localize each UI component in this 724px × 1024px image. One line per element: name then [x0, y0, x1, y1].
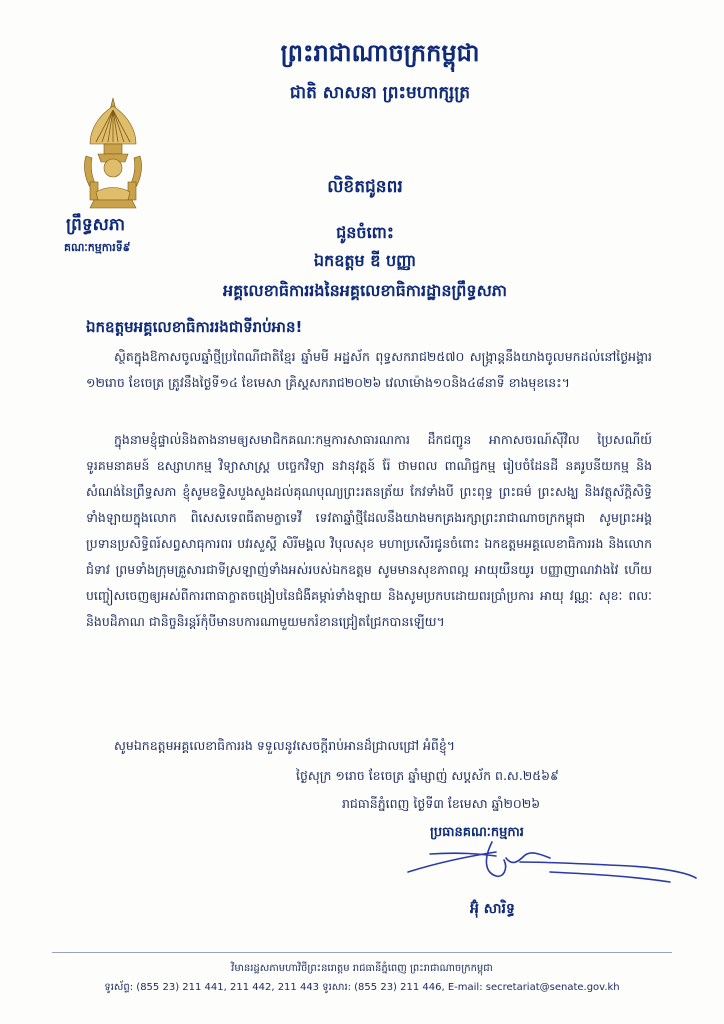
signer-role: ប្រធានគណៈកម្មការ	[430, 825, 524, 840]
paragraph-2-text: ក្នុងនាមខ្ញុំផ្ទាល់និងតាងនាមឲ្យសមាជិកគណៈកម្មការសាធារណការ ដឹកជញ្ជូន អាកាសចរណ៍ស៊ីវិល ប្រៃសណីយ៍ ទូរគមនាគមន៍ ឧស្សាហកម្ម វិទ្យាសាស្ត្រ បច្ចេកវិទ្យា នវានុវត្តន៍ រ៉ែ ថាមពល ពាណិជ្ជកម្ម រៀបចំដែនដី នគរូបនីយកម្ម និងសំណង់នៃព្រឹទ្ធសភា ខ្ញុំសូមឧទ្ទិសបួងសួងដល់គុណបុណ្យព្រះរតនត្រ័យ កែវទាំងបី ព្រះពុទ្ធ ព្រះធម៌ ព្រះសង្ឃ និងវត្ថុស័ក្តិសិទ្ធិទាំងឡាយក្នុងលោក ពិសេសទេពធីតាមក្ខាទេវី ទេវតាឆ្នាំថ្មីដែលនឹងយាងមកគ្រងរក្សាព្រះរាជាណាចក្រកម្ពុជា សូមព្រះអង្គប្រទានប្រសិទ្ធិពរ៍សព្វសាធុការពរ បវរសួស្តី សិរីមង្គល វិបុលសុខ មហាប្រសើរជូនចំពោះ ឯកឧត្តមអគ្គលេខាធិការរង និងលោកជំទាវ ព្រមទាំងក្រុមគ្រួសារជាទីស្រឡាញ់ទាំងអស់របស់ឯកឧត្តម សូមមានសុខភាពល្អ អាយុយឺនយូរ បញ្ញាញាណវាងវៃ ហើយបញ្ចៀសចេញឲ្យអស់ពីការពាធាក្ខាតចង្រៀបនៃជំងឺគម្ការ់ទាំងឡាយ និងសូមប្រកបដោយពរប្រាំប្រការ អាយុ វណ្ណៈ សុខៈ ពលៈ និងបដិភាណ ជានិច្ចនិរន្តរ៍កុំបីមានបការណាមួយមករំខានជ្រៀតជ្រែកបានឡើយ។	[86, 432, 652, 629]
lunar-date: ថ្ងៃសុក្រ ១រោច ខែចេត្រ ឆ្នាំម្សាញ់ សប្តស័ក ព.ស.២៥៦៩	[296, 768, 559, 783]
paragraph-1	[86, 344, 652, 396]
document-type: លិខិតជូនពរ	[327, 177, 403, 197]
paragraph-1-text: ស្ថិតក្នុងឱកាសចូលឆ្នាំថ្មីប្រពៃណីជាតិខ្មែរ ឆ្នាំមមី អដ្ឋស័ក ពុទ្ធសករាជ២៥៧០ សង្ក្រាន្តនឹងយាងចូលមកដល់នៅថ្ងៃអង្គារ ១២រោច ខែចេត្រ ត្រូវនឹងថ្ងៃទី១៤ ខែមេសា គ្រិស្តសករាជ២០២៦ វេលាម៉ោង១០និង៤៨នាទី ខាងមុខនេះ។	[86, 349, 652, 390]
greeting: ឯកឧត្តមអគ្គលេខាធិការរងជាទីរាប់អាន!	[86, 318, 303, 336]
senate-name: ព្រឹទ្ធសភា	[66, 215, 126, 235]
senate-emblem-icon	[76, 96, 150, 211]
kingdom-title: ព្រះរាជាណាចក្រកម្ពុជា	[280, 38, 480, 67]
paragraph-2	[86, 427, 652, 635]
handwritten-signature	[400, 832, 700, 892]
footer-divider	[52, 952, 672, 953]
footer-contact: ទូរស័ព្ទ: (855 23) 211 441, 211 442, 211 443 ទូរសារ: (855 23) 211 446, E-mail: secretariat@senate.gov.kh	[104, 982, 620, 993]
signer-name: អ៊ុំ សារិទ្ធ	[470, 901, 515, 917]
recipient-title: អគ្គលេខាធិការរងនៃអគ្គលេខាធិការដ្ឋានព្រឹទ្ធសភា	[222, 281, 508, 300]
solar-date: រាជធានីភ្នំពេញ ថ្ងៃទី៣ ខែមេសា ឆ្នាំ២០២៦	[342, 796, 541, 811]
closing-line: សូមឯកឧត្តមអគ្គលេខាធិការរង ទទួលនូវសេចក្តីរាប់អានដ៏ជ្រាលជ្រៅ អំពីខ្ញុំ។	[114, 738, 456, 753]
commission-name: គណៈកម្មការទី៩	[64, 241, 131, 254]
recipient-label: ជូនចំពោះ	[336, 223, 394, 242]
footer-address: វិមានរដ្ឋសភាមហាវិថីព្រះនរោត្តម រាជធានីភ្នំពេញ ព្រះរាជាណាចក្រកម្ពុជា	[231, 963, 493, 974]
national-motto: ជាតិ សាសនា ព្រះមហាក្សត្រ	[289, 83, 471, 103]
recipient-name: ឯកឧត្តម ឌី បញ្ញា	[313, 251, 417, 270]
